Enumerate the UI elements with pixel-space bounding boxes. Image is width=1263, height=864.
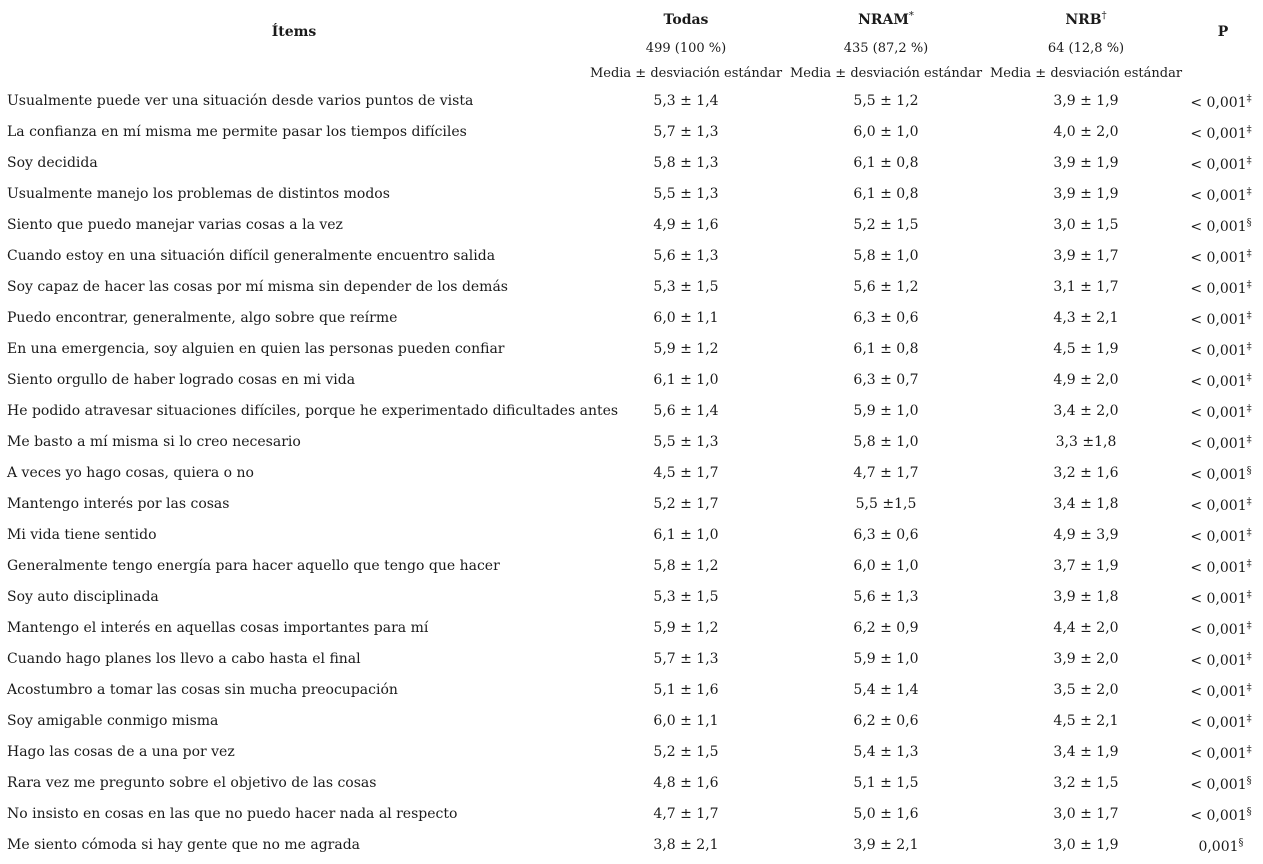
value-nrb: 3,9 ± 1,8 [1053,589,1119,605]
p-value-text: < 0,001 [1190,622,1247,638]
value-nram: 6,3 ± 0,6 [853,527,919,543]
p-value [1186,374,1256,390]
p-value [1186,250,1256,266]
p-value-text: < 0,001 [1190,250,1247,266]
value-todas: 5,8 ± 1,3 [653,155,719,171]
value-todas: 6,0 ± 1,1 [653,713,719,729]
p-value-text: < 0,001 [1190,560,1247,576]
table-row [0,551,1263,582]
table-row [0,86,1263,117]
table-row [0,737,1263,768]
p-value [1186,188,1256,204]
p-value-mark: ‡ [1246,248,1252,260]
table-row [0,210,1263,241]
p-value [1186,529,1256,545]
value-nram: 5,4 ± 1,4 [853,682,919,698]
value-todas: 5,7 ± 1,3 [653,124,719,140]
table-row [0,582,1263,613]
value-nram: 6,2 ± 0,6 [853,713,919,729]
p-value-mark: ‡ [1246,744,1252,756]
p-value [1186,126,1256,142]
col-count: 64 (12,8 %) [1047,41,1125,56]
col-subtitle: Media ± desviación estándar [789,66,983,81]
value-todas: 5,2 ± 1,7 [653,496,719,512]
value-todas: 5,9 ± 1,2 [653,620,719,636]
value-nram: 5,6 ± 1,2 [853,279,919,295]
p-value-text: < 0,001 [1190,219,1247,235]
p-value-mark: ‡ [1246,372,1252,384]
p-value-mark: § [1246,465,1252,477]
value-todas: 4,5 ± 1,7 [653,465,719,481]
p-value-text: < 0,001 [1190,777,1247,793]
table-row [0,272,1263,303]
p-value-text: < 0,001 [1190,498,1247,514]
value-nrb: 4,3 ± 2,1 [1053,310,1119,326]
table-row [0,241,1263,272]
item-label: He podido atravesar situaciones difíciles, porque he experimentado dificultades antes [7,403,619,419]
p-value-text: < 0,001 [1190,715,1247,731]
p-value [1186,591,1256,607]
header-items: Ítems [271,24,317,40]
p-value [1186,312,1256,328]
value-nram: 6,0 ± 1,0 [853,558,919,574]
p-value-text: < 0,001 [1190,343,1247,359]
p-value-mark: § [1246,806,1252,818]
value-nram: 6,1 ± 0,8 [853,186,919,202]
item-label: No insisto en cosas en las que no puedo hacer nada al respecto [7,806,458,822]
value-nrb: 3,9 ± 1,9 [1053,93,1119,109]
value-nram: 5,8 ± 1,0 [853,434,919,450]
col-subtitle: Media ± desviación estándar [989,66,1183,81]
value-nram: 6,1 ± 0,8 [853,341,919,357]
item-label: Me basto a mí misma si lo creo necesario [7,434,301,450]
item-label: Soy amigable conmigo misma [7,713,219,729]
value-nram: 5,2 ± 1,5 [853,217,919,233]
p-value-text: < 0,001 [1190,374,1247,390]
value-todas: 4,8 ± 1,6 [653,775,719,791]
col-count: 499 (100 %) [645,41,727,56]
item-label: Mantengo interés por las cosas [7,496,230,512]
value-nrb: 3,4 ± 2,0 [1053,403,1119,419]
value-nram: 5,6 ± 1,3 [853,589,919,605]
value-nrb: 3,0 ± 1,7 [1053,806,1119,822]
table-row [0,520,1263,551]
value-todas: 5,6 ± 1,4 [653,403,719,419]
value-nram: 5,5 ± 1,2 [853,93,919,109]
item-label: Mi vida tiene sentido [7,527,157,543]
value-todas: 5,1 ± 1,6 [653,682,719,698]
value-nram: 6,1 ± 0,8 [853,155,919,171]
value-todas: 6,0 ± 1,1 [653,310,719,326]
p-value [1186,219,1256,235]
table-row [0,644,1263,675]
p-value-text: < 0,001 [1190,808,1247,824]
p-value [1186,95,1256,111]
item-label: Me siento cómoda si hay gente que no me agrada [7,837,361,853]
value-todas: 5,3 ± 1,5 [653,589,719,605]
item-label: Rara vez me pregunto sobre el objetivo de las cosas [7,775,377,791]
header-p: P [1217,24,1229,40]
value-todas: 5,2 ± 1,5 [653,744,719,760]
p-value-text: < 0,001 [1190,591,1247,607]
p-value [1186,684,1256,700]
table-row [0,768,1263,799]
table-row [0,458,1263,489]
col-title: NRB† [1065,10,1107,28]
p-value-mark: ‡ [1246,651,1252,663]
table-row [0,334,1263,365]
p-value [1186,777,1256,793]
value-todas: 5,6 ± 1,3 [653,248,719,264]
value-nram: 5,0 ± 1,6 [853,806,919,822]
p-value-text: 0,001 [1198,839,1239,855]
col-title: Todas [663,12,709,28]
value-todas: 5,3 ± 1,4 [653,93,719,109]
p-value-text: < 0,001 [1190,188,1247,204]
p-value [1186,498,1256,514]
p-value-text: < 0,001 [1190,467,1247,483]
value-nrb: 3,9 ± 1,9 [1053,186,1119,202]
p-value-mark: § [1246,775,1252,787]
p-value-text: < 0,001 [1190,746,1247,762]
p-value-mark: ‡ [1246,155,1252,167]
p-value-text: < 0,001 [1190,436,1247,452]
p-value [1186,560,1256,576]
value-todas: 5,5 ± 1,3 [653,186,719,202]
value-todas: 5,3 ± 1,5 [653,279,719,295]
table-row [0,396,1263,427]
value-nrb: 3,7 ± 1,9 [1053,558,1119,574]
value-nrb: 4,4 ± 2,0 [1053,620,1119,636]
p-value-mark: ‡ [1246,403,1252,415]
p-value [1186,746,1256,762]
p-value-mark: ‡ [1246,620,1252,632]
p-value-text: < 0,001 [1190,653,1247,669]
p-value [1186,653,1256,669]
item-label: La confianza en mí misma me permite pasar los tiempos difíciles [7,124,467,140]
value-nrb: 3,0 ± 1,5 [1053,217,1119,233]
item-label: Cuando hago planes los llevo a cabo hasta el final [7,651,361,667]
p-value-text: < 0,001 [1190,281,1247,297]
value-nrb: 3,4 ± 1,8 [1053,496,1119,512]
item-label: Soy auto disciplinada [7,589,159,605]
p-value-text: < 0,001 [1190,312,1247,328]
p-value-mark: ‡ [1246,279,1252,291]
p-value-mark: ‡ [1246,434,1252,446]
item-label: Puedo encontrar, generalmente, algo sobre que reírme [7,310,398,326]
p-value-text: < 0,001 [1190,529,1247,545]
table-row [0,365,1263,396]
p-value-mark: ‡ [1246,527,1252,539]
value-nrb: 3,5 ± 2,0 [1053,682,1119,698]
table-row [0,830,1263,861]
p-value [1186,467,1256,483]
item-label: Siento que puedo manejar varias cosas a la vez [7,217,343,233]
value-nrb: 3,3 ±1,8 [1055,434,1117,450]
value-todas: 5,5 ± 1,3 [653,434,719,450]
value-todas: 6,1 ± 1,0 [653,527,719,543]
value-nrb: 4,0 ± 2,0 [1053,124,1119,140]
value-nram: 5,9 ± 1,0 [853,403,919,419]
p-value [1186,715,1256,731]
p-value [1186,281,1256,297]
item-label: En una emergencia, soy alguien en quien las personas pueden confiar [7,341,505,357]
p-value [1186,622,1256,638]
p-value-text: < 0,001 [1190,405,1247,421]
value-nrb: 4,5 ± 2,1 [1053,713,1119,729]
p-value-mark: ‡ [1246,310,1252,322]
value-nrb: 3,9 ± 1,7 [1053,248,1119,264]
p-value-mark: ‡ [1246,496,1252,508]
value-nrb: 3,2 ± 1,6 [1053,465,1119,481]
p-value-mark: § [1246,217,1252,229]
table-row [0,489,1263,520]
value-nram: 5,1 ± 1,5 [853,775,919,791]
item-label: Usualmente puede ver una situación desde varios puntos de vista [7,93,474,109]
value-nrb: 3,0 ± 1,9 [1053,837,1119,853]
value-todas: 4,9 ± 1,6 [653,217,719,233]
p-value [1186,157,1256,173]
item-label: Siento orgullo de haber logrado cosas en mi vida [7,372,356,388]
value-nrb: 3,1 ± 1,7 [1053,279,1119,295]
value-nrb: 3,9 ± 2,0 [1053,651,1119,667]
value-nram: 4,7 ± 1,7 [853,465,919,481]
table-row [0,148,1263,179]
table-row [0,117,1263,148]
value-nram: 6,3 ± 0,6 [853,310,919,326]
value-nram: 5,9 ± 1,0 [853,651,919,667]
item-label: Soy decidida [7,155,98,171]
table-body [0,86,1263,861]
p-value-mark: ‡ [1246,341,1252,353]
table-row [0,706,1263,737]
value-todas: 5,7 ± 1,3 [653,651,719,667]
table-row [0,799,1263,830]
p-value-text: < 0,001 [1190,126,1247,142]
p-value-text: < 0,001 [1190,684,1247,700]
value-nrb: 3,9 ± 1,9 [1053,155,1119,171]
value-todas: 6,1 ± 1,0 [653,372,719,388]
p-value-text: < 0,001 [1190,157,1247,173]
col-count: 435 (87,2 %) [843,41,929,56]
value-todas: 3,8 ± 2,1 [653,837,719,853]
p-value-mark: ‡ [1246,124,1252,136]
p-value-mark: ‡ [1246,558,1252,570]
p-value-mark: § [1238,837,1244,849]
table-row [0,675,1263,706]
item-label: Usualmente manejo los problemas de distintos modos [7,186,390,202]
value-nram: 6,2 ± 0,9 [853,620,919,636]
table-row [0,427,1263,458]
value-todas: 5,9 ± 1,2 [653,341,719,357]
table-row [0,303,1263,334]
item-label: Hago las cosas de a una por vez [7,744,235,760]
value-nram: 6,3 ± 0,7 [853,372,919,388]
table-row [0,179,1263,210]
item-label: Soy capaz de hacer las cosas por mí misma sin depender de los demás [7,279,508,295]
p-value-mark: ‡ [1246,186,1252,198]
p-value-mark: ‡ [1246,682,1252,694]
item-label: Acostumbro a tomar las cosas sin mucha preocupación [7,682,398,698]
value-nram: 5,5 ±1,5 [855,496,917,512]
p-value [1186,839,1256,855]
col-subtitle: Media ± desviación estándar [589,66,783,81]
item-label: Cuando estoy en una situación difícil generalmente encuentro salida [7,248,496,264]
value-nrb: 3,4 ± 1,9 [1053,744,1119,760]
value-nram: 5,4 ± 1,3 [853,744,919,760]
value-nrb: 4,5 ± 1,9 [1053,341,1119,357]
p-value-mark: ‡ [1246,93,1252,105]
table-row [0,613,1263,644]
p-value-mark: ‡ [1246,713,1252,725]
value-nrb: 4,9 ± 3,9 [1053,527,1119,543]
value-nrb: 3,2 ± 1,5 [1053,775,1119,791]
value-todas: 4,7 ± 1,7 [653,806,719,822]
p-value-text: < 0,001 [1190,95,1247,111]
value-todas: 5,8 ± 1,2 [653,558,719,574]
p-value [1186,436,1256,452]
value-nrb: 4,9 ± 2,0 [1053,372,1119,388]
value-nram: 6,0 ± 1,0 [853,124,919,140]
value-nram: 5,8 ± 1,0 [853,248,919,264]
item-label: Generalmente tengo energía para hacer aquello que tengo que hacer [7,558,500,574]
value-nram: 3,9 ± 2,1 [853,837,919,853]
p-value [1186,343,1256,359]
p-value [1186,405,1256,421]
p-value-mark: ‡ [1246,589,1252,601]
p-value [1186,808,1256,824]
col-title: NRAM* [858,10,914,28]
item-label: Mantengo el interés en aquellas cosas importantes para mí [7,620,429,636]
item-label: A veces yo hago cosas, quiera o no [7,465,254,481]
